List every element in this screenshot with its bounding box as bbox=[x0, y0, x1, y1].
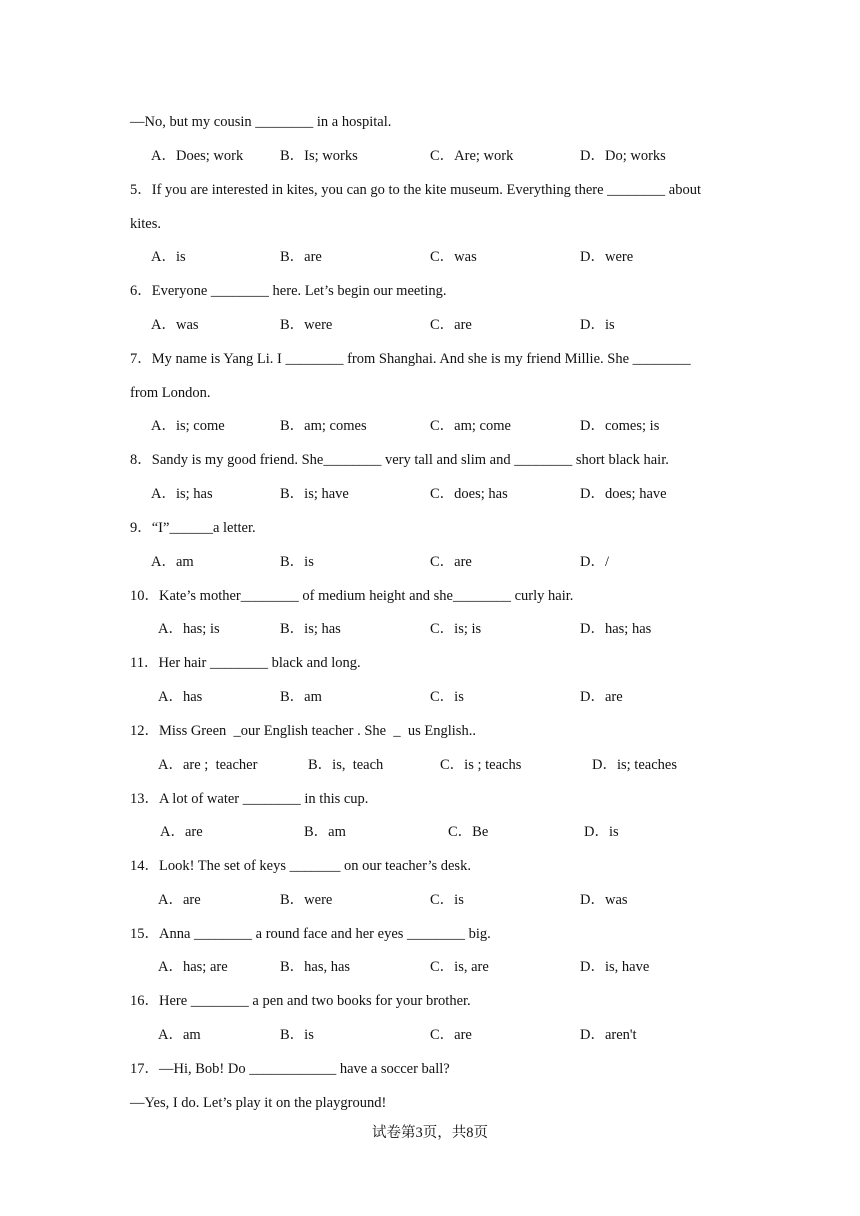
option-row bbox=[0, 958, 860, 976]
option-a[interactable]: A．is bbox=[151, 249, 186, 265]
question-line: —No, but my cousin ________ in a hospital. bbox=[130, 114, 392, 130]
question-line: from London. bbox=[130, 385, 211, 401]
option-d[interactable]: D．is, have bbox=[580, 959, 650, 975]
option-b[interactable]: B．am bbox=[304, 824, 346, 840]
option-d[interactable]: D．Do; works bbox=[580, 148, 666, 164]
option-c[interactable]: C．is bbox=[430, 689, 464, 705]
option-b[interactable]: B．has, has bbox=[280, 959, 351, 975]
option-b[interactable]: B．were bbox=[280, 892, 333, 908]
option-row bbox=[0, 756, 860, 774]
question-line: 13．A lot of water ________ in this cup. bbox=[130, 791, 369, 807]
option-row bbox=[0, 688, 860, 706]
question-line: 10．Kate’s mother________ of medium height and she________ curly hair. bbox=[130, 588, 574, 604]
option-d[interactable]: D．is; teaches bbox=[592, 757, 677, 773]
option-a[interactable]: A．has; is bbox=[158, 621, 220, 637]
option-row bbox=[0, 417, 860, 435]
question-line: 17．—Hi, Bob! Do ____________ have a soccer ball? bbox=[130, 1061, 450, 1077]
option-a[interactable]: A．was bbox=[151, 317, 199, 333]
option-row bbox=[0, 1026, 860, 1044]
option-b[interactable]: B．are bbox=[280, 249, 322, 265]
option-a[interactable]: A．am bbox=[158, 1027, 201, 1043]
option-row bbox=[0, 248, 860, 266]
question-line: 8．Sandy is my good friend. She________ very tall and slim and ________ short black hair. bbox=[130, 452, 669, 468]
option-b[interactable]: B．were bbox=[280, 317, 333, 333]
option-b[interactable]: B．is bbox=[280, 554, 314, 570]
option-d[interactable]: D．aren't bbox=[580, 1027, 637, 1043]
option-d[interactable]: D．does; have bbox=[580, 486, 667, 502]
option-a[interactable]: A．are bbox=[160, 824, 203, 840]
option-b[interactable]: B．is; has bbox=[280, 621, 341, 637]
option-c[interactable]: C．does; has bbox=[430, 486, 508, 502]
option-row bbox=[0, 316, 860, 334]
option-b[interactable]: B．is; have bbox=[280, 486, 349, 502]
question-line: 15．Anna ________ a round face and her eyes ________ big. bbox=[130, 926, 491, 942]
option-row bbox=[0, 485, 860, 503]
option-a[interactable]: A．am bbox=[151, 554, 194, 570]
option-row bbox=[0, 891, 860, 909]
option-c[interactable]: C．are bbox=[430, 317, 472, 333]
option-a[interactable]: A．are bbox=[158, 892, 201, 908]
option-d[interactable]: D．comes; is bbox=[580, 418, 660, 434]
option-d[interactable]: D．was bbox=[580, 892, 628, 908]
option-c[interactable]: C．is; is bbox=[430, 621, 482, 637]
option-a[interactable]: A．are ; teacher bbox=[158, 757, 258, 773]
option-c[interactable]: C．are bbox=[430, 554, 472, 570]
option-c[interactable]: C．Are; work bbox=[430, 148, 514, 164]
option-a[interactable]: A．Does; work bbox=[151, 148, 244, 164]
option-d[interactable]: D．were bbox=[580, 249, 634, 265]
option-c[interactable]: C．was bbox=[430, 249, 477, 265]
option-d[interactable]: D．is bbox=[580, 317, 615, 333]
option-b[interactable]: B．is, teach bbox=[308, 757, 384, 773]
question-line: 14．Look! The set of keys _______ on our teacher’s desk. bbox=[130, 858, 471, 874]
question-line: 5．If you are interested in kites, you can go to the kite museum. Everything there ________ about bbox=[130, 182, 702, 198]
option-a[interactable]: A．has; are bbox=[158, 959, 228, 975]
question-line: 16．Here ________ a pen and two books for your brother. bbox=[130, 993, 471, 1009]
option-a[interactable]: A．is; has bbox=[151, 486, 213, 502]
option-row bbox=[0, 620, 860, 638]
page-footer: 试卷第3页，共8页 bbox=[372, 1125, 488, 1141]
option-d[interactable]: D．has; has bbox=[580, 621, 652, 637]
option-c[interactable]: C．Be bbox=[448, 824, 489, 840]
option-c[interactable]: C．am; come bbox=[430, 418, 511, 434]
option-a[interactable]: A．is; come bbox=[151, 418, 225, 434]
question-line: kites. bbox=[130, 216, 162, 232]
question-line: 6．Everyone ________ here. Let’s begin our meeting. bbox=[130, 283, 447, 299]
question-line: 12．Miss Green _our English teacher . She _ us English.. bbox=[130, 723, 476, 739]
question-line: 9．“I”______a letter. bbox=[130, 520, 256, 536]
option-row bbox=[0, 147, 860, 165]
option-d[interactable]: D．is bbox=[584, 824, 619, 840]
question-line: 7．My name is Yang Li. I ________ from Shanghai. And she is my friend Millie. She ________ bbox=[130, 351, 691, 367]
option-c[interactable]: C．are bbox=[430, 1027, 472, 1043]
option-d[interactable]: D．are bbox=[580, 689, 623, 705]
option-row bbox=[0, 823, 860, 841]
option-c[interactable]: C．is bbox=[430, 892, 464, 908]
option-c[interactable]: C．is ; teachs bbox=[440, 757, 522, 773]
option-b[interactable]: B．is bbox=[280, 1027, 314, 1043]
option-b[interactable]: B．Is; works bbox=[280, 148, 358, 164]
option-b[interactable]: B．am bbox=[280, 689, 322, 705]
option-a[interactable]: A．has bbox=[158, 689, 203, 705]
option-row bbox=[0, 553, 860, 571]
question-line: —Yes, I do. Let’s play it on the playground! bbox=[130, 1095, 387, 1111]
option-b[interactable]: B．am; comes bbox=[280, 418, 367, 434]
option-d[interactable]: D．/ bbox=[580, 554, 609, 570]
option-c[interactable]: C．is, are bbox=[430, 959, 489, 975]
question-line: 11．Her hair ________ black and long. bbox=[130, 655, 361, 671]
